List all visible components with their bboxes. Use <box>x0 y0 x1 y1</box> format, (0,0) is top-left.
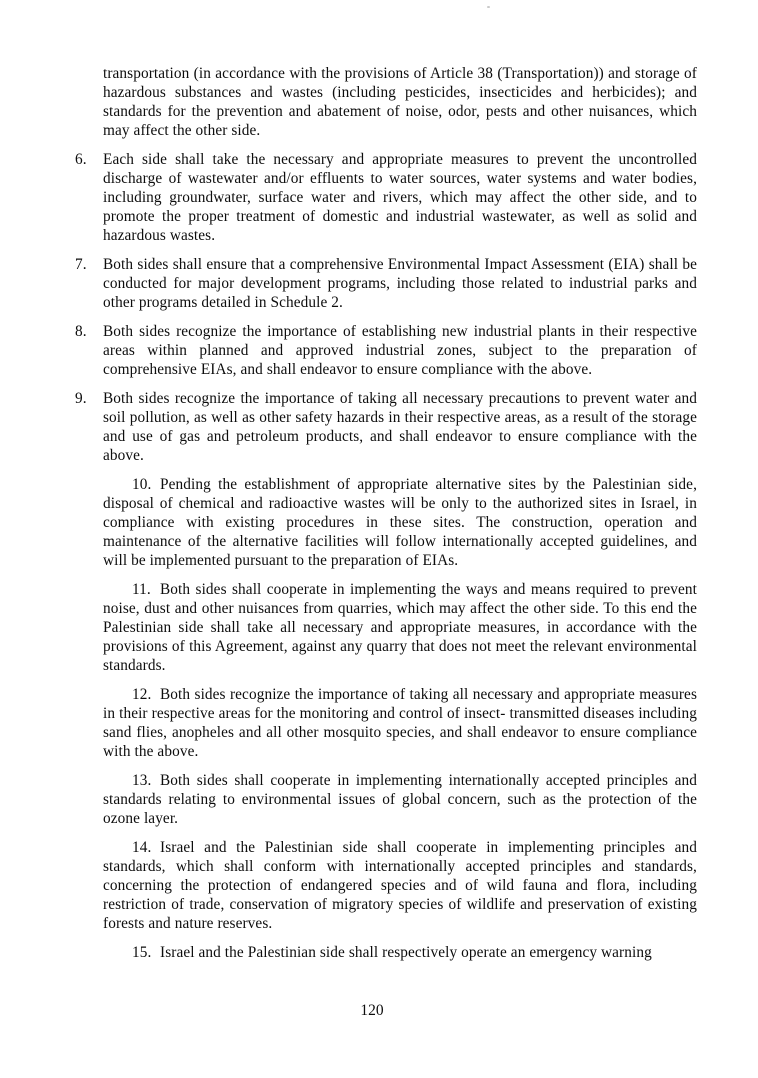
paragraph-number: 6. <box>75 151 87 168</box>
paragraph-text: Israel and the Palestinian side shall respectively operate an emergency warning <box>160 944 652 961</box>
paragraph-text: transportation (in accordance with the provisions of Article 38 (Transportation)) and storage of hazardous substances and wastes (including pesticides, insecticides and herbicides); and standards for the prevention and abatement of noise, odor, pests and other nuisances, which may affect the other side. <box>103 65 697 139</box>
paragraph-number: 15. <box>132 944 152 961</box>
paragraph-number: 14. <box>132 839 152 856</box>
paragraph-number: 7. <box>75 256 87 273</box>
scan-artifact <box>487 6 490 8</box>
paragraph-13 <box>75 771 697 828</box>
paragraph-11 <box>75 580 697 675</box>
paragraph-continuation <box>75 64 697 140</box>
page-number: 120 <box>360 1002 384 1019</box>
paragraph-number: 10. <box>132 476 152 493</box>
paragraph-number: 8. <box>75 323 87 340</box>
paragraph-number: 11. <box>132 581 151 598</box>
text-block <box>75 64 697 972</box>
paragraph-text: Each side shall take the necessary and appropriate measures to prevent the uncontrolled discharge of wastewater and/or effluents to water sources, water systems and water bodies, including groundwater, surface water and rivers, which may affect the other side, and to promote the proper treatment of domestic and industrial wastewater, as well as solid and hazardous wastes. <box>103 151 697 244</box>
paragraph-7 <box>75 255 697 312</box>
paragraph-8 <box>75 322 697 379</box>
paragraph-10 <box>75 475 697 570</box>
paragraph-15 <box>75 943 697 962</box>
paragraph-text: Both sides recognize the importance of establishing new industrial plants in their respective areas within planned and approved industrial zones, subject to the preparation of comprehensive EIAs, and shall endeavor to ensure compliance with the above. <box>103 323 697 378</box>
paragraph-number: 13. <box>132 772 152 789</box>
paragraph-9 <box>75 389 697 465</box>
paragraph-text: Both sides shall cooperate in implementing the ways and means required to prevent noise, dust and other nuisances from quarries, which may affect the other side. To this end the Palestinian side shall take all necessary and appropriate measures, in accordance with the provisions of this Agreement, against any quarry that does not meet the relevant environmental standards. <box>103 581 697 674</box>
paragraph-number: 9. <box>75 390 87 407</box>
paragraph-6 <box>75 150 697 245</box>
paragraph-text: Both sides recognize the importance of taking all necessary precautions to prevent water and soil pollution, as well as other safety hazards in their respective areas, as a result of the storage and use of gas and petroleum products, and shall endeavor to ensure compliance with the above. <box>103 390 697 464</box>
paragraph-14 <box>75 838 697 933</box>
paragraph-number: 12. <box>132 686 152 703</box>
paragraph-text: Both sides recognize the importance of taking all necessary and appropriate measures in their respective areas for the monitoring and control of insect- transmitted diseases including sand flies, anopheles and all other mosquito species, and shall endeavor to ensure compliance with the above. <box>103 686 697 760</box>
paragraph-12 <box>75 685 697 761</box>
paragraph-text: Both sides shall cooperate in implementing internationally accepted principles and standards relating to environmental issues of global concern, such as the protection of the ozone layer. <box>103 772 697 827</box>
paragraph-text: Pending the establishment of appropriate alternative sites by the Palestinian side, disposal of chemical and radioactive wastes will be only to the authorized sites in Israel, in compliance with existing procedures in these sites. The construction, operation and maintenance of the alternative facilities will follow internationally accepted guidelines, and will be implemented pursuant to the preparation of EIAs. <box>103 476 697 569</box>
paragraph-text: Israel and the Palestinian side shall cooperate in implementing principles and standards, which shall conform with internationally accepted principles and standards, concerning the protection of endangered species and of wild fauna and flora, including restriction of trade, conservation of migratory species of wildlife and preservation of existing forests and nature reserves. <box>103 839 697 932</box>
paragraph-text: Both sides shall ensure that a comprehensive Environmental Impact Assessment (EIA) shall be conducted for major development programs, including those related to industrial parks and other programs detailed in Schedule 2. <box>103 256 697 311</box>
